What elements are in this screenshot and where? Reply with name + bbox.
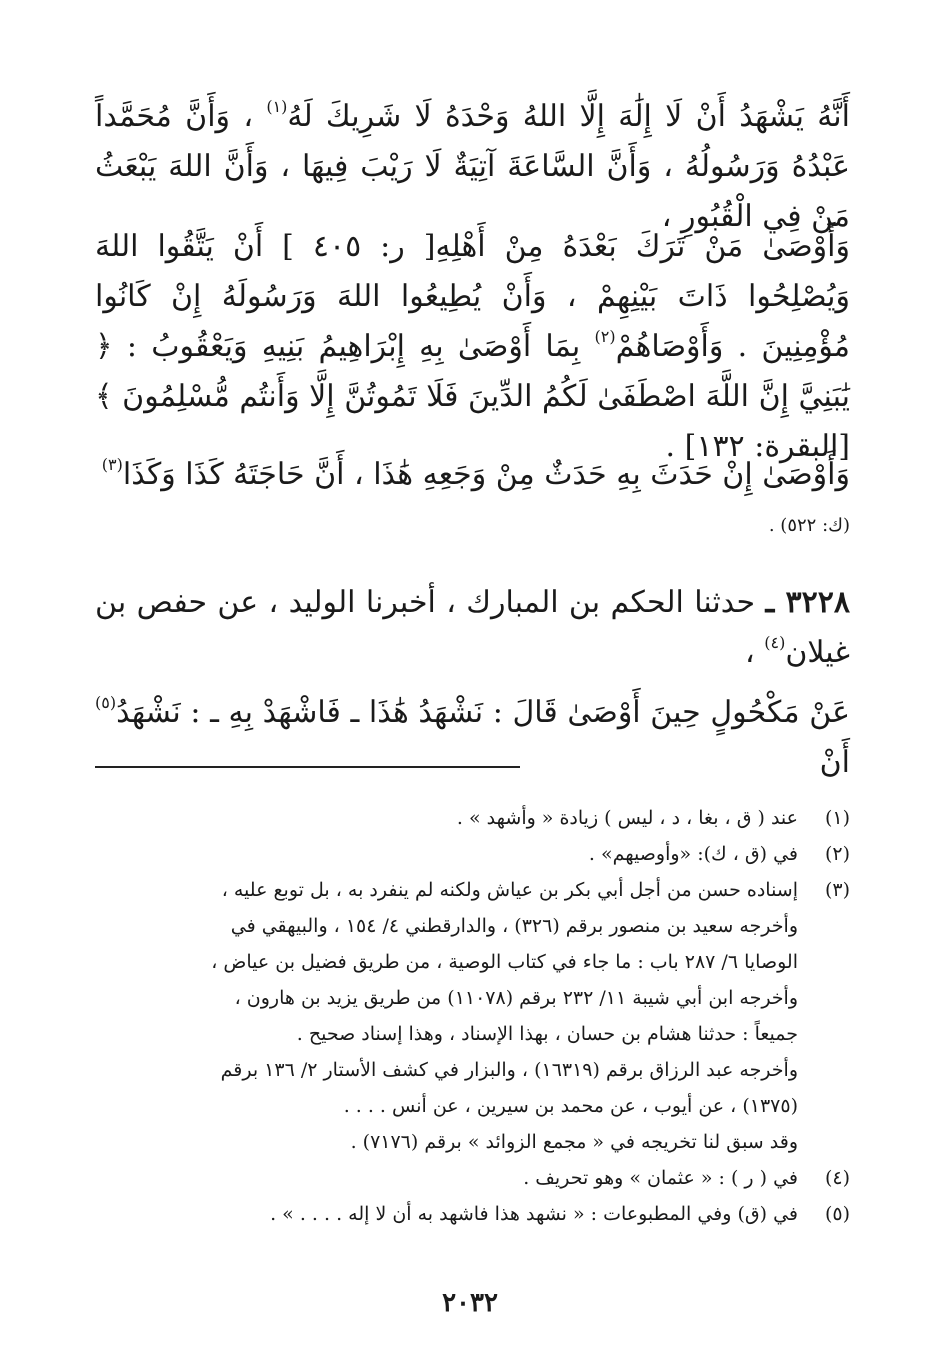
para2-text-a: وَأَوْصَىٰ مَنْ تَرَكَ بَعْدَهُ مِنْ أَهْلِهِ[ ر: ٤٠٥ ] أَنْ يَتَّقُوا اللهَ وَيُصْلِحُوا ذَاتَ بَيْنِهِمْ ، وَأَنْ يُطِيعُوا اللهَ وَرَسُولَهُ إِنْ كَانُوا مُؤْمِنِينَ . وَأَوْصَاهُمْ xyxy=(95,229,850,364)
footnote-line: وأخرجه سعيد بن منصور برقم (٣٢٦) ، والدارقطني ٤/ ١٥٤ ، والبيهقي في xyxy=(230,915,798,937)
para3-text: وَأَوْصَىٰ إِنْ حَدَثَ بِهِ حَدَثٌ مِنْ وَجَعِهِ هَٰذَا ، أَنَّ حَاجَتَهُ كَذَا وَكَذَا xyxy=(122,457,850,492)
footnote-line: في ( ر ) : « عثمان » وهو تحريف . xyxy=(523,1167,798,1189)
hadith-isnad: حدثنا الحكم بن المبارك ، أخبرنا الوليد ، عن حفص بن غيلان xyxy=(95,585,850,670)
footnote-line: وأخرجه ابن أبي شيبة ١١/ ٢٣٢ برقم (١١٠٧٨) من طريق يزيد بن هارون ، xyxy=(234,987,798,1009)
footnote-ref-1[interactable]: (١) xyxy=(266,97,288,116)
footnote-4 xyxy=(95,1160,850,1196)
text-paragraph-2 xyxy=(95,222,850,472)
para5-text-b: أَنْ xyxy=(819,745,850,780)
footnote-ref-4[interactable]: (٤) xyxy=(764,633,786,652)
footnote-line: الوصايا ٦/ ٢٨٧ باب : ما جاء في كتاب الوصية ، من طريق فضيل بن عياض ، xyxy=(211,951,798,973)
text-paragraph-3-tail xyxy=(95,508,850,544)
footnote-line: جميعاً : حدثنا هشام بن حسان ، بهذا الإسناد ، وهذا إسناد صحيح . xyxy=(296,1023,798,1045)
footnote-3 xyxy=(95,872,850,1160)
footnotes xyxy=(95,800,850,1232)
footnote-line: في (ق) وفي المطبوعات : « نشهد هذا فاشهد به أن لا إله . . . . » . xyxy=(270,1203,798,1225)
footnote-line: (١٣٧٥) ، عن أيوب ، عن محمد بن سيرين ، عن أنس . . . . xyxy=(343,1095,798,1117)
footnote-ref-3[interactable]: (٣) xyxy=(101,455,123,474)
para1-rest: ، وَأَنَّ مُحَمَّداً عَبْدُهُ وَرَسُولُهُ ، وَأَنَّ السَّاعَةَ آتِيَةٌ لَا رَيْبَ فِيهَا ، وَأَنَّ اللهَ يَبْعَثُ مَنْ فِي الْقُبُورِ ، xyxy=(95,99,850,234)
hadith-number: ٣٢٢٨ ـ xyxy=(765,585,850,620)
hadith-paragraph xyxy=(95,578,850,678)
footnote-2 xyxy=(95,836,850,872)
footnote-ref-5[interactable]: (٥) xyxy=(95,693,117,712)
footnote-line: وأخرجه عبد الرزاق برقم (١٦٣١٩) ، والبزار في كشف الأستار ٢/ ١٣٦ برقم xyxy=(220,1059,798,1081)
text-paragraph-3 xyxy=(95,450,850,500)
footnote-line: إسناده حسن من أجل أبي بكر بن عياش ولكنه لم ينفرد به ، بل توبع عليه ، xyxy=(221,879,798,901)
footnote-line: عند ( ق ، بغا ، د ، ليس ) زيادة « وأشهد » . xyxy=(456,807,798,829)
para3-tail: (ك: ٥٢٢) . xyxy=(768,515,850,536)
para2-text-b: بِمَا أَوْصَىٰ بِهِ إِبْرَاهِيمُ بَنِيهِ وَيَعْقُوبُ : ﴿ يَٰبَنِيَّ إِنَّ اللَّهَ اصْطَفَىٰ لَكُمُ الدِّينَ فَلَا تَمُوتُنَّ إِلَّا وَأَنتُم مُّسْلِمُونَ ﴾ [البقرة: ١٣٢] . xyxy=(95,329,850,464)
footnote-number: (٤) xyxy=(824,1167,850,1189)
footnote-5 xyxy=(95,1196,850,1232)
footnote-ref-2[interactable]: (٢) xyxy=(594,327,616,346)
footnote-line: في (ق ، ك): «وأوصيهم» . xyxy=(588,843,798,865)
hadith-isnad-end: ، xyxy=(744,635,755,670)
footnote-number: (٢) xyxy=(824,843,850,865)
footnote-divider xyxy=(95,766,520,768)
footnote-line: وقد سبق لنا تخريجه في « مجمع الزوائد » برقم (٧١٧٦) . xyxy=(350,1131,798,1153)
footnote-1 xyxy=(95,800,850,836)
footnote-number: (٥) xyxy=(824,1203,850,1225)
text-paragraph-1 xyxy=(95,92,850,242)
footnote-number: (٣) xyxy=(824,879,850,901)
para5-text-a: عَنْ مَكْحُولٍ حِينَ أَوْصَىٰ قَالَ : نَشْهَدُ هَٰذَا ـ فَاشْهَدْ بِهِ ـ : نَشْهَدُ xyxy=(116,695,850,730)
footnote-number: (١) xyxy=(824,807,850,829)
text-paragraph-5 xyxy=(95,688,850,788)
para1-text: أَنَّهُ يَشْهَدُ أَنْ لَا إِلَٰهَ إِلَّا اللهُ وَحْدَهُ لَا شَرِيكَ لَهُ xyxy=(287,99,850,134)
page-number: ٢٠٣٢ xyxy=(442,1288,498,1318)
